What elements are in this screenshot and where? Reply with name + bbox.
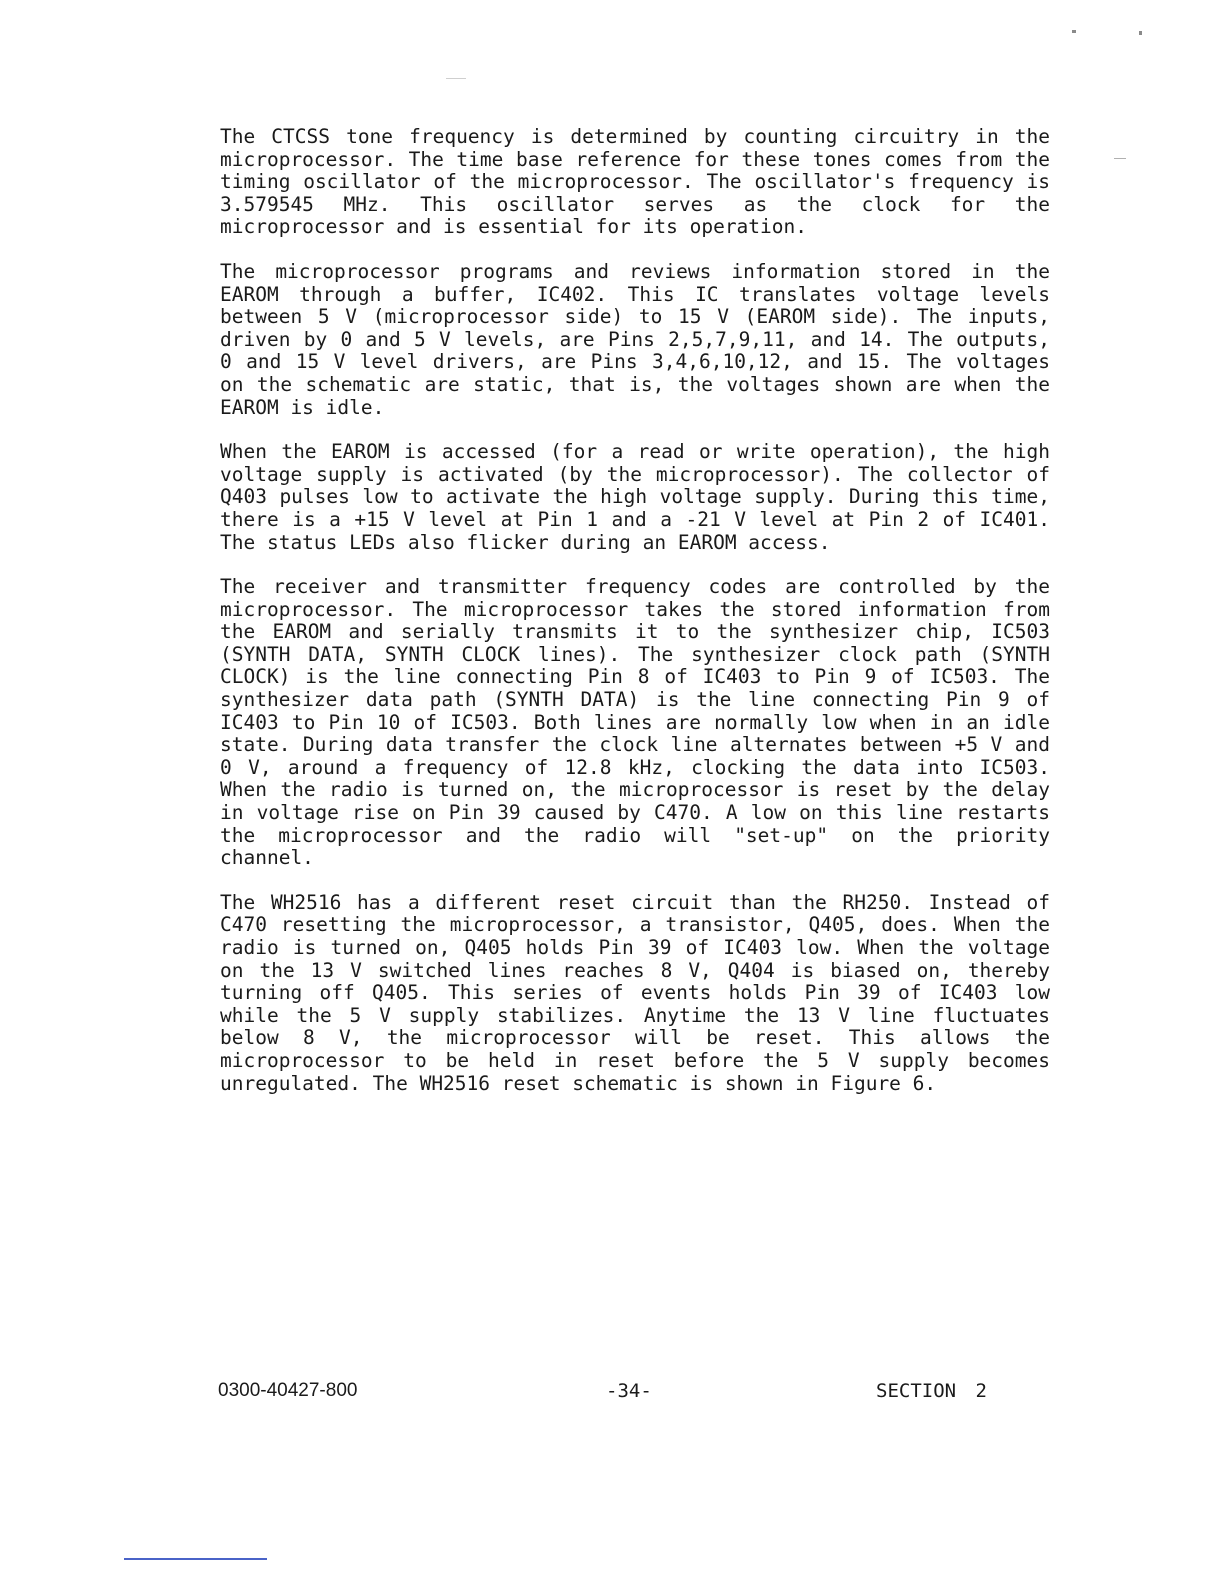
blue-rule <box>124 1558 267 1560</box>
footer-page-number: -34- <box>606 1380 652 1402</box>
scan-speck <box>1072 30 1076 33</box>
scan-speck <box>1114 158 1126 159</box>
paragraph-ctcss: The CTCSS tone frequency is determined by counting circuitry in the microprocessor. The time base reference for these tones comes from the timing oscillator of the microprocessor. The oscillator's frequency is 3.579545 MHz. This oscillator serves as the clock for the microprocessor and is essential for its operation. <box>220 125 1050 239</box>
scan-speck <box>446 78 466 79</box>
paragraph-wh2516-reset: The WH2516 has a different reset circuit than the RH250. Instead of C470 resetting the microprocessor, a transistor, Q405, does. When the radio is turned on, Q405 holds Pin 39 of IC403 low. When the voltage on the 13 V switched lines reaches 8 V, Q404 is biased on, thereby turning off Q405. This series of events holds Pin 39 of IC403 low while the 5 V supply stabilizes. Anytime the 13 V line fluctuates below 8 V, the microprocessor will be reset. This allows the microprocessor to be held in reset before the 5 V supply becomes unregulated. The WH2516 reset schematic is shown in Figure 6. <box>220 890 1050 1095</box>
paragraph-earom-access: When the EAROM is accessed (for a read or write operation), the high voltage supply is activated (by the microprocessor). The collector of Q403 pulses low to activate the high voltage supply. During this time, there is a +15 V level at Pin 1 and a -21 V level at Pin 2 of IC401. The status LEDs also flicker during an EAROM access. <box>220 440 1050 554</box>
scan-speck <box>1139 31 1142 35</box>
footer-section: SECTION 2 <box>876 1380 987 1402</box>
body-text <box>220 126 1050 1117</box>
paragraph-frequency-codes: The receiver and transmitter frequency codes are controlled by the microprocessor. The microprocessor takes the stored information from the EAROM and serially transmits it to the synthesizer chip, IC503 (SYNTH DATA, SYNTH CLOCK lines). The synthesizer clock path (SYNTH CLOCK) is the line connecting Pin 8 of IC403 to Pin 9 of IC503. The synthesizer data path (SYNTH DATA) is the line connecting Pin 9 of IC403 to Pin 10 of IC503. Both lines are normally low when in an idle state. During data transfer the clock line alternates between +5 V and 0 V, around a frequency of 12.8 kHz, clocking the data into IC503. When the radio is turned on, the microprocessor is reset by the delay in voltage rise on Pin 39 caused by C470. A low on this line restarts the microprocessor and the radio will "set-up" on the priority channel. <box>220 575 1050 870</box>
footer-doc-number: 0300-40427-800 <box>218 1380 358 1401</box>
paragraph-earom-buffer: The microprocessor programs and reviews information stored in the EAROM through a buffer, IC402. This IC translates voltage levels between 5 V (microprocessor side) to 15 V (EAROM side). The inputs, driven by 0 and 5 V levels, are Pins 2,5,7,9,11, and 14. The outputs, 0 and 15 V level drivers, are Pins 3,4,6,10,12, and 15. The voltages on the schematic are static, that is, the voltages shown are when the EAROM is idle. <box>220 259 1050 419</box>
